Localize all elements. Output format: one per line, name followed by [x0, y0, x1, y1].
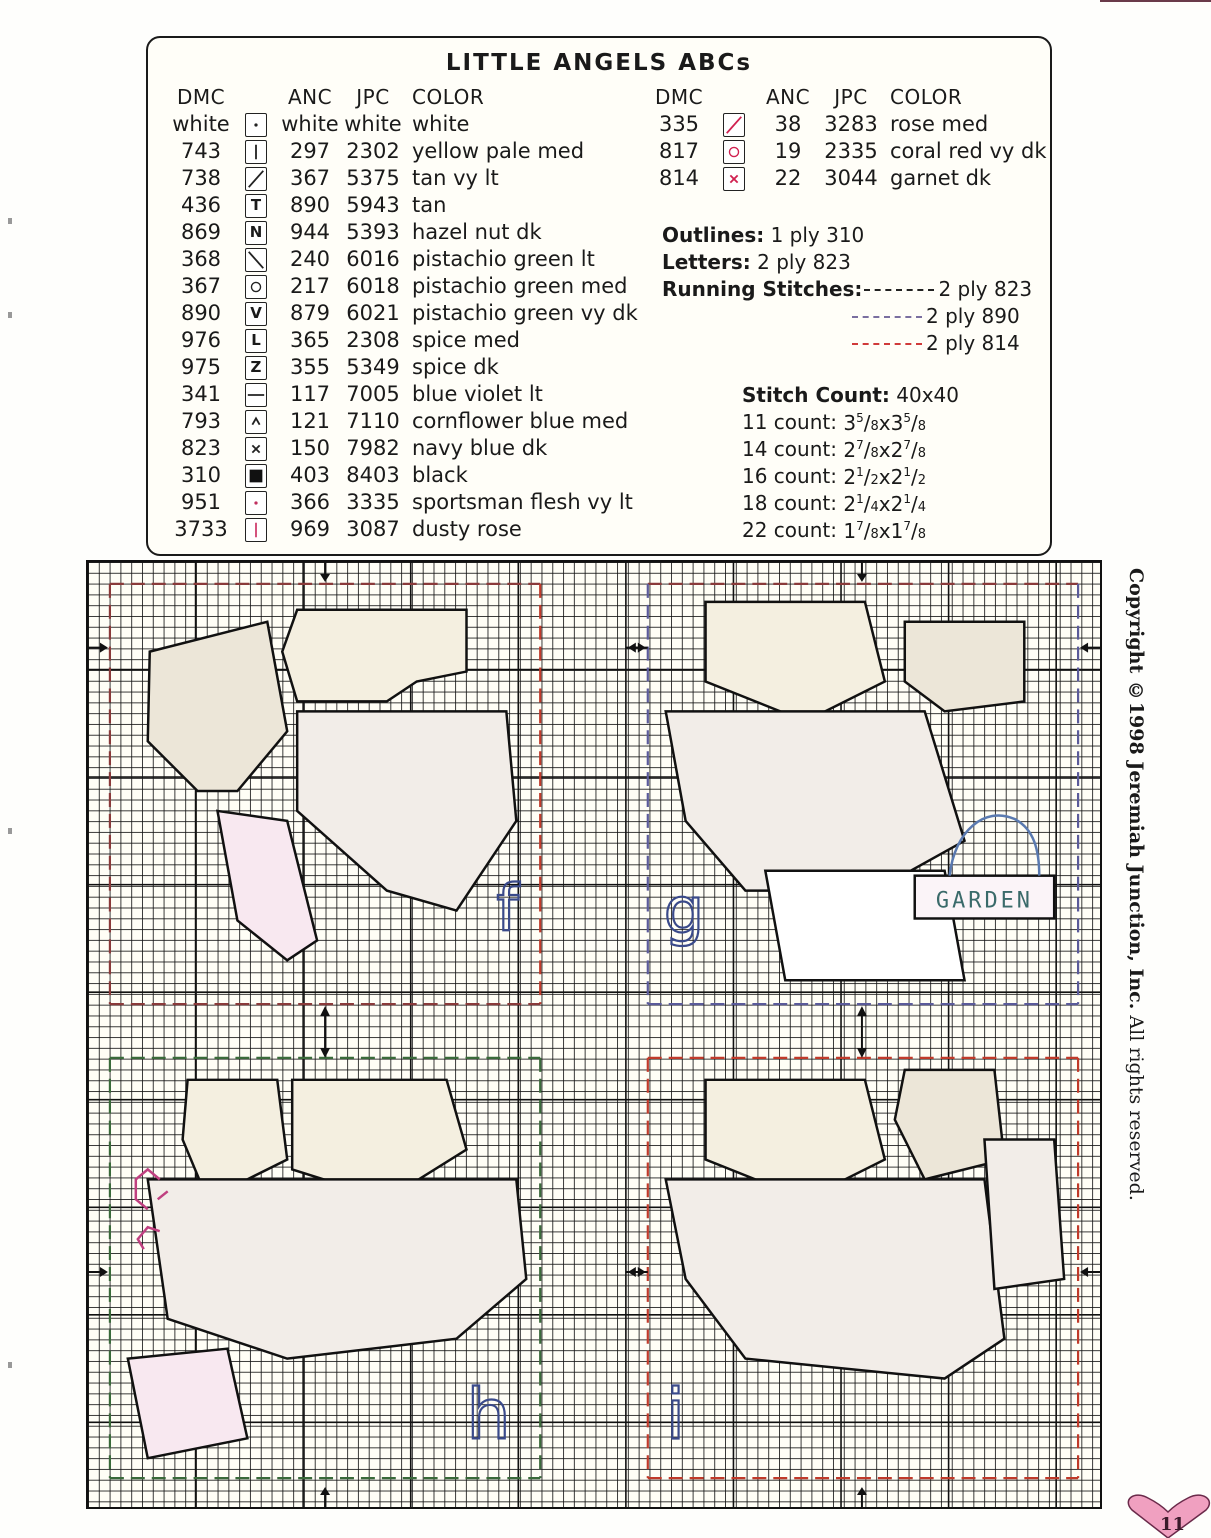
header-anc: ANC [765, 85, 811, 109]
color-name: navy blue dk [412, 436, 548, 460]
fabric-size-row: 16 count: $2^1/2x2^1/2$ [742, 464, 926, 489]
svg-text:f: f [496, 872, 519, 947]
symbol-vertical-bar-icon [245, 518, 267, 542]
fabric-size-row: 22 count: $1^7/8x1^7/8$ [742, 518, 926, 543]
symbol-L-icon: L [245, 329, 267, 353]
anc-number: 366 [289, 490, 331, 514]
jpc-number: white [344, 112, 402, 136]
dmc-number: white [172, 112, 230, 136]
symbol-filled-square-icon [245, 464, 267, 488]
key-row [166, 138, 638, 165]
dmc-number: 814 [658, 166, 700, 190]
letters-note: Letters: 2 ply 823 [662, 250, 851, 274]
symbol-dash-icon [245, 383, 267, 407]
key-row [166, 408, 638, 435]
anc-number: 150 [289, 436, 331, 460]
dmc-number: 976 [180, 328, 222, 352]
jpc-number: 7110 [346, 409, 400, 433]
key-table-left [166, 84, 638, 543]
dmc-number: 368 [180, 247, 222, 271]
key-row [166, 300, 638, 327]
anc-number: 19 [774, 139, 802, 163]
dmc-number: 738 [180, 166, 222, 190]
key-table-right [644, 84, 1047, 192]
symbol-vertical-bar-icon [245, 140, 267, 164]
dmc-number: 823 [180, 436, 222, 460]
color-name: garnet dk [890, 166, 992, 190]
anc-number: 969 [289, 517, 331, 541]
color-name: rose med [890, 112, 989, 136]
dmc-number: 367 [180, 274, 222, 298]
anc-number: 890 [289, 193, 331, 217]
color-name: pistachio green med [412, 274, 628, 298]
anc-number: 365 [289, 328, 331, 352]
jpc-number: 5943 [346, 193, 400, 217]
outlines-note: Outlines: 1 ply 310 [662, 223, 865, 247]
key-row [166, 462, 638, 489]
key-row [166, 219, 638, 246]
symbol-slash-icon [245, 167, 267, 191]
jpc-number: 8403 [346, 463, 400, 487]
fabric-size-row: 11 count: $3^5/8x3^5/8$ [742, 410, 926, 435]
binding-mark [8, 828, 12, 834]
symbol-T-icon: T [245, 194, 267, 218]
anc-number: white [281, 112, 339, 136]
header-color: COLOR [890, 85, 963, 109]
dmc-number: 436 [180, 193, 222, 217]
dashed-line-icon [852, 343, 922, 345]
stitch-count-total: Stitch Count: 40x40 [742, 383, 959, 407]
color-name: spice dk [412, 355, 499, 379]
key-row [644, 111, 1047, 138]
dashed-line-icon [864, 289, 934, 291]
page-number: 11 [1160, 1514, 1186, 1535]
jpc-number: 5393 [346, 220, 400, 244]
svg-text:g: g [663, 874, 705, 949]
dashed-line-icon [852, 316, 922, 318]
color-name: yellow pale med [412, 139, 585, 163]
anc-number: 944 [289, 220, 331, 244]
color-name: hazel nut dk [412, 220, 542, 244]
symbol-circle-icon [723, 140, 745, 164]
key-row [166, 111, 638, 138]
symbol-V-icon: V [245, 302, 267, 326]
anc-number: 117 [289, 382, 331, 406]
header-jpc: JPC [834, 85, 868, 109]
running-stitch-note-2: 2 ply 890 [662, 303, 1032, 330]
anc-number: 367 [289, 166, 331, 190]
binding-mark [8, 218, 12, 224]
color-name: blue violet lt [412, 382, 543, 406]
svg-text:h: h [466, 1374, 511, 1456]
garden-sign-text: GARDEN [935, 888, 1033, 914]
anc-number: 403 [289, 463, 331, 487]
binding-mark [8, 1362, 12, 1368]
key-header-row [644, 84, 1047, 111]
symbol-slash-icon [723, 113, 745, 137]
header-dmc: DMC [654, 85, 704, 109]
key-header-row [166, 84, 638, 111]
color-key-box [146, 36, 1052, 556]
jpc-number: 2335 [824, 139, 878, 163]
jpc-number: 3087 [346, 517, 400, 541]
header-anc: ANC [287, 85, 333, 109]
jpc-number: 2302 [346, 139, 400, 163]
symbol-caret-icon [245, 410, 267, 434]
key-row [166, 489, 638, 516]
symbol-dot-icon [245, 491, 267, 515]
anc-number: 38 [774, 112, 802, 136]
jpc-number: 2308 [346, 328, 400, 352]
key-row [166, 327, 638, 354]
key-title: LITTLE ANGELS ABCs [445, 50, 753, 76]
dmc-number: 743 [180, 139, 222, 163]
stitch-notes [662, 222, 1032, 357]
jpc-number: 6021 [346, 301, 400, 325]
running-stitch-note-1: Running Stitches: 2 ply 823 [662, 277, 1033, 301]
jpc-number: 7982 [346, 436, 400, 460]
dmc-number: 793 [180, 409, 222, 433]
color-name: white [412, 112, 470, 136]
cross-stitch-chart [86, 560, 1102, 1509]
key-row [166, 381, 638, 408]
chart-drawing [88, 562, 1100, 1507]
key-row [166, 516, 638, 543]
key-row [166, 354, 638, 381]
symbol-backslash-icon [245, 248, 267, 272]
symbol-circle-icon [245, 275, 267, 299]
color-name: tan [412, 193, 447, 217]
fabric-size-row: 18 count: $2^1/4x2^1/4$ [742, 491, 926, 516]
jpc-number: 3335 [346, 490, 400, 514]
symbol-x-icon [245, 437, 267, 461]
symbol-N-icon: N [245, 221, 267, 245]
color-name: tan vy lt [412, 166, 499, 190]
copyright-notice: Copyright ©1998 Jeremiah Junction, Inc. All rights reserved. [1125, 568, 1147, 1201]
anc-number: 121 [289, 409, 331, 433]
dmc-number: 817 [658, 139, 700, 163]
stitch-count [742, 382, 959, 544]
key-row [644, 138, 1047, 165]
key-row [166, 246, 638, 273]
header-color: COLOR [412, 85, 485, 109]
running-stitch-note-3: 2 ply 814 [662, 330, 1032, 357]
anc-number: 355 [289, 355, 331, 379]
dmc-number: 335 [658, 112, 700, 136]
color-name: coral red vy dk [890, 139, 1047, 163]
dmc-number: 951 [180, 490, 222, 514]
header-jpc: JPC [356, 85, 390, 109]
jpc-number: 5375 [346, 166, 400, 190]
anc-number: 22 [774, 166, 802, 190]
symbol-x-icon [723, 167, 745, 191]
dmc-number: 890 [180, 301, 222, 325]
anc-number: 297 [289, 139, 331, 163]
jpc-number: 6018 [346, 274, 400, 298]
binding-mark [8, 312, 12, 318]
key-row [644, 165, 1047, 192]
dmc-number: 310 [180, 463, 222, 487]
jpc-number: 3044 [824, 166, 878, 190]
color-name: dusty rose [412, 517, 522, 541]
jpc-number: 3283 [824, 112, 878, 136]
key-row [166, 165, 638, 192]
symbol-dot-icon [245, 113, 267, 137]
dmc-number: 341 [180, 382, 222, 406]
fabric-size-row: 14 count: $2^7/8x2^7/8$ [742, 437, 926, 462]
svg-text:i: i [665, 1374, 686, 1456]
color-name: pistachio green vy dk [412, 301, 638, 325]
key-row [166, 273, 638, 300]
header-dmc: DMC [176, 85, 226, 109]
color-name: pistachio green lt [412, 247, 595, 271]
jpc-number: 5349 [346, 355, 400, 379]
symbol-Z-icon: Z [245, 356, 267, 380]
jpc-number: 7005 [346, 382, 400, 406]
dmc-number: 3733 [174, 517, 228, 541]
key-row [166, 435, 638, 462]
anc-number: 879 [289, 301, 331, 325]
color-name: black [412, 463, 468, 487]
color-name: sportsman flesh vy lt [412, 490, 633, 514]
color-name: cornflower blue med [412, 409, 629, 433]
anc-number: 240 [289, 247, 331, 271]
key-row [166, 192, 638, 219]
top-rule [1100, 0, 1211, 2]
color-name: spice med [412, 328, 520, 352]
jpc-number: 6016 [346, 247, 400, 271]
anc-number: 217 [289, 274, 331, 298]
dmc-number: 869 [180, 220, 222, 244]
dmc-number: 975 [180, 355, 222, 379]
